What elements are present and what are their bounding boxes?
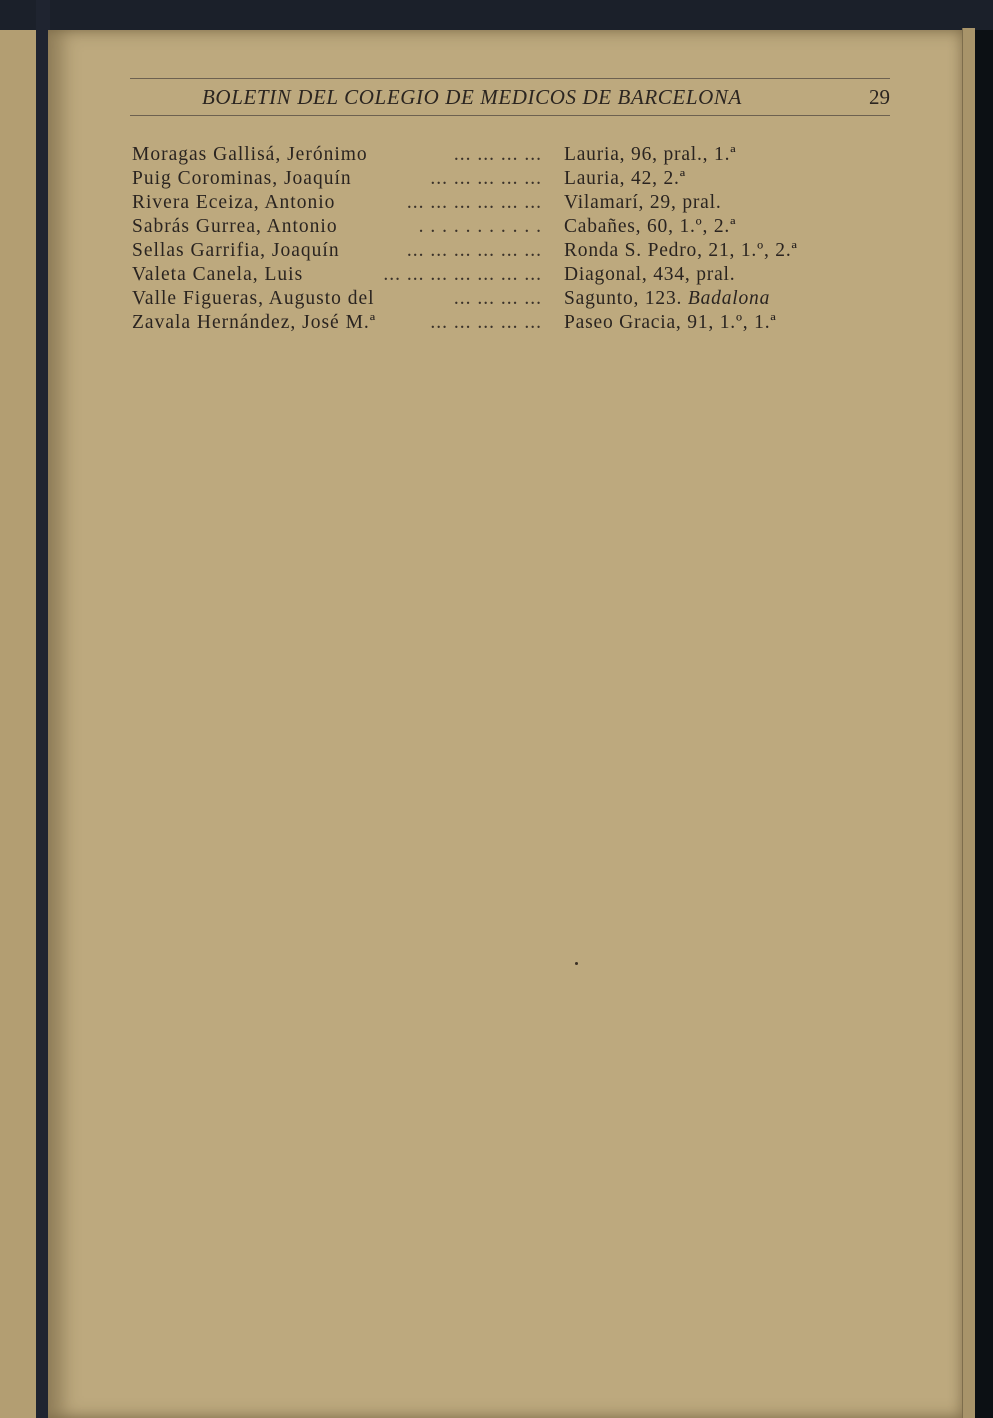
- member-name: Valle Figueras, Augusto del: [132, 288, 375, 309]
- list-item: [132, 144, 852, 168]
- member-name: Rivera Eceiza, Antonio: [132, 192, 336, 213]
- member-address: Ronda S. Pedro, 21, 1.º, 2.ª: [564, 240, 798, 261]
- member-address: Lauria, 96, pral., 1.ª: [564, 144, 737, 165]
- page-number: 29: [869, 85, 890, 109]
- member-name: Zavala Hernández, José M.ª: [132, 312, 377, 333]
- member-list: [132, 144, 852, 336]
- paper-speck: [575, 962, 578, 965]
- journal-title: BOLETIN DEL COLEGIO DE MEDICOS DE BARCELONA: [202, 85, 742, 109]
- list-item: [132, 168, 852, 192]
- list-item: [132, 192, 852, 216]
- list-item: [132, 216, 852, 240]
- page-stack-edge: [962, 28, 975, 1418]
- member-name: Moragas Gallisá, Jerónimo: [132, 144, 368, 165]
- leader-dots: ... ... ... ... ...: [430, 168, 542, 189]
- list-item: [132, 288, 852, 312]
- member-address: Lauria, 42, 2.ª: [564, 168, 686, 189]
- leader-dots: ... ... ... ...: [453, 144, 542, 165]
- member-name: Puig Corominas, Joaquín: [132, 168, 352, 189]
- member-address: Diagonal, 434, pral.: [564, 264, 736, 285]
- member-name: Sellas Garrifia, Joaquín: [132, 240, 340, 261]
- leader-dots: ... ... ... ... ... ... ...: [383, 264, 542, 285]
- member-address: [564, 288, 770, 310]
- leader-dots: ... ... ... ... ... ...: [406, 192, 542, 213]
- leader-dots: . . . . . . . . . . .: [418, 216, 542, 237]
- city-name: Badalona: [687, 288, 771, 309]
- list-item: [132, 240, 852, 264]
- member-address: Paseo Gracia, 91, 1.º, 1.ª: [564, 312, 777, 333]
- list-item: [132, 264, 852, 288]
- leader-dots: ... ... ... ... ...: [430, 312, 542, 333]
- running-header: [130, 78, 890, 116]
- member-address: Cabañes, 60, 1.º, 2.ª: [564, 216, 737, 237]
- leader-dots: ... ... ... ... ... ...: [406, 240, 542, 261]
- street-address: Sagunto, 123.: [564, 288, 683, 309]
- leader-dots: ... ... ... ...: [453, 288, 542, 309]
- member-name: Valeta Canela, Luis: [132, 264, 304, 285]
- list-item: [132, 312, 852, 336]
- member-address: Vilamarí, 29, pral.: [564, 192, 722, 213]
- member-name: Sabrás Gurrea, Antonio: [132, 216, 338, 237]
- book-cover-top: [0, 0, 993, 30]
